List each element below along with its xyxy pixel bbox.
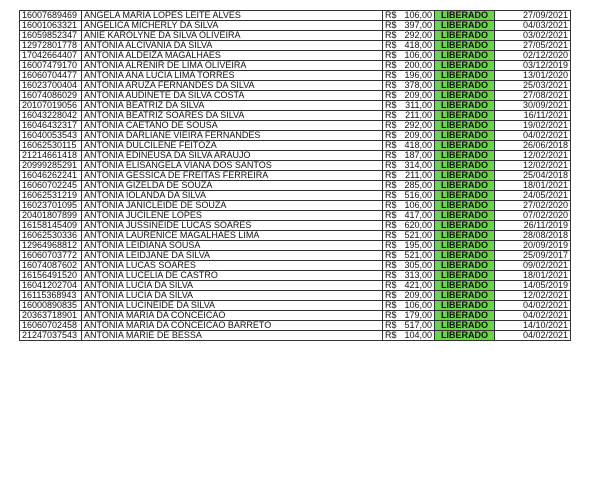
currency-symbol: R$ (385, 40, 397, 50)
amount-cell (383, 191, 435, 201)
id-cell: 16007479170 (20, 61, 82, 71)
id-cell: 16158145409 (20, 221, 82, 231)
name-cell: ANTONIA MARIA DA CONCEICAO (82, 311, 383, 321)
amount-value: 313,00 (404, 270, 432, 280)
amount-value: 106,00 (404, 50, 432, 60)
name-cell: ANTONIA JANICLEIDE DE SOUZA (82, 201, 383, 211)
table-row (20, 211, 571, 221)
amount-cell (383, 321, 435, 331)
currency-symbol: R$ (385, 10, 397, 20)
id-cell: 12964968812 (20, 241, 82, 251)
name-cell: ANTONIA LUCINEIDE DA SILVA (82, 301, 383, 311)
table-row (20, 251, 571, 261)
amount-cell (383, 71, 435, 81)
table-row (20, 231, 571, 241)
amount-cell (383, 181, 435, 191)
amount-value: 378,00 (404, 80, 432, 90)
id-cell: 20999285291 (20, 161, 82, 171)
currency-symbol: R$ (385, 260, 397, 270)
status-badge: LIBERADO (435, 221, 495, 231)
currency-symbol: R$ (385, 310, 397, 320)
id-cell: 16074087602 (20, 261, 82, 271)
status-badge: LIBERADO (435, 311, 495, 321)
status-badge: LIBERADO (435, 41, 495, 51)
id-cell: 16023701095 (20, 201, 82, 211)
table-row (20, 331, 571, 341)
id-cell: 12972801778 (20, 41, 82, 51)
status-badge: LIBERADO (435, 261, 495, 271)
table-row (20, 161, 571, 171)
id-cell: 17042664407 (20, 51, 82, 61)
date-cell: 12/02/2021 (495, 291, 571, 301)
amount-cell (383, 41, 435, 51)
id-cell: 16043228042 (20, 111, 82, 121)
date-cell: 16/11/2021 (495, 111, 571, 121)
table-body (20, 11, 571, 341)
status-badge: LIBERADO (435, 11, 495, 21)
status-badge: LIBERADO (435, 321, 495, 331)
table-row (20, 291, 571, 301)
id-cell: 16060702458 (20, 321, 82, 331)
amount-cell (383, 141, 435, 151)
name-cell: ANTONIA CAETANO DE SOUSA (82, 121, 383, 131)
date-cell: 04/02/2021 (495, 311, 571, 321)
status-badge: LIBERADO (435, 51, 495, 61)
status-badge: LIBERADO (435, 61, 495, 71)
date-cell: 14/10/2021 (495, 321, 571, 331)
table-row (20, 41, 571, 51)
amount-cell (383, 31, 435, 41)
id-cell: 16040053543 (20, 131, 82, 141)
amount-cell (383, 161, 435, 171)
name-cell: ANTONIA MARIE DE BESSA (82, 331, 383, 341)
name-cell: ANTONIA AUDINETE DA SILVA COSTA (82, 91, 383, 101)
status-badge: LIBERADO (435, 211, 495, 221)
table-row (20, 71, 571, 81)
amount-value: 179,00 (404, 310, 432, 320)
id-cell: 16062530336 (20, 231, 82, 241)
id-cell: 21247037543 (20, 331, 82, 341)
id-cell: 20107019056 (20, 101, 82, 111)
date-cell: 12/02/2021 (495, 151, 571, 161)
table-row (20, 11, 571, 21)
date-cell: 30/09/2021 (495, 101, 571, 111)
amount-cell (383, 101, 435, 111)
name-cell: ANTONIA ANA LUCIA LIMA TORRES (82, 71, 383, 81)
amount-cell (383, 91, 435, 101)
name-cell: ANGELA MARIA LOPES LEITE ALVES (82, 11, 383, 21)
table-row (20, 321, 571, 331)
name-cell: ANTONIA ALCIVANIA DA SILVA (82, 41, 383, 51)
name-cell: ANTONIA MARIA DA CONCEICAO BARRETO (82, 321, 383, 331)
amount-cell (383, 311, 435, 321)
date-cell: 07/02/2020 (495, 211, 571, 221)
currency-symbol: R$ (385, 80, 397, 90)
amount-value: 106,00 (404, 200, 432, 210)
currency-symbol: R$ (385, 110, 397, 120)
currency-symbol: R$ (385, 20, 397, 30)
name-cell: ANTONIA ELISANGELA VIANA DOS SANTOS (82, 161, 383, 171)
id-cell: 20401807899 (20, 211, 82, 221)
amount-cell (383, 281, 435, 291)
amount-cell (383, 121, 435, 131)
amount-value: 211,00 (405, 170, 432, 180)
currency-symbol: R$ (385, 50, 397, 60)
currency-symbol: R$ (385, 90, 397, 100)
name-cell: ANTONIA EDINEUSA DA SILVA ARAUJO (82, 151, 383, 161)
amount-cell (383, 271, 435, 281)
table-row (20, 311, 571, 321)
status-badge: LIBERADO (435, 121, 495, 131)
beneficiary-table (19, 10, 571, 341)
currency-symbol: R$ (385, 190, 397, 200)
amount-value: 292,00 (404, 120, 432, 130)
status-badge: LIBERADO (435, 201, 495, 211)
date-cell: 19/02/2021 (495, 121, 571, 131)
date-cell: 25/09/2017 (495, 251, 571, 261)
status-badge: LIBERADO (435, 191, 495, 201)
amount-cell (383, 131, 435, 141)
amount-value: 211,00 (405, 110, 432, 120)
amount-value: 305,00 (404, 260, 432, 270)
currency-symbol: R$ (385, 320, 397, 330)
status-badge: LIBERADO (435, 31, 495, 41)
date-cell: 03/12/2019 (495, 61, 571, 71)
table-row (20, 121, 571, 131)
date-cell: 24/05/2021 (495, 191, 571, 201)
status-badge: LIBERADO (435, 301, 495, 311)
amount-cell (383, 61, 435, 71)
currency-symbol: R$ (385, 250, 397, 260)
status-badge: LIBERADO (435, 161, 495, 171)
date-cell: 27/09/2021 (495, 11, 571, 21)
amount-value: 421,00 (404, 280, 432, 290)
table-row (20, 31, 571, 41)
table-row (20, 241, 571, 251)
date-cell: 14/05/2019 (495, 281, 571, 291)
table-row (20, 21, 571, 31)
date-cell: 25/04/2018 (495, 171, 571, 181)
amount-cell (383, 201, 435, 211)
currency-symbol: R$ (385, 60, 397, 70)
date-cell: 20/09/2019 (495, 241, 571, 251)
name-cell: ANTONIA LAURENICE MAGALHAES LIMA (82, 231, 383, 241)
id-cell: 16000890835 (20, 301, 82, 311)
id-cell: 16156491520 (20, 271, 82, 281)
amount-value: 285,00 (404, 180, 432, 190)
id-cell: 16062530115 (20, 141, 82, 151)
date-cell: 04/03/2021 (495, 21, 571, 31)
name-cell: ANTONIA BEATRIZ DA SILVA (82, 101, 383, 111)
date-cell: 18/01/2021 (495, 271, 571, 281)
table-row (20, 201, 571, 211)
amount-value: 200,00 (404, 60, 432, 70)
name-cell: ANTONIA IOLANDA DA SILVA (82, 191, 383, 201)
id-cell: 16041202704 (20, 281, 82, 291)
date-cell: 02/12/2020 (495, 51, 571, 61)
status-badge: LIBERADO (435, 81, 495, 91)
name-cell: ANTONIA GIZELDA DE SOUZA (82, 181, 383, 191)
table-row (20, 191, 571, 201)
amount-value: 209,00 (404, 130, 432, 140)
table-row (20, 81, 571, 91)
name-cell: ANTONIA ARUZA FERNANDES DA SILVA (82, 81, 383, 91)
table-row (20, 181, 571, 191)
table-row (20, 261, 571, 271)
date-cell: 27/08/2021 (495, 91, 571, 101)
name-cell: ANTONIA LUCIA DA SILVA (82, 281, 383, 291)
id-cell: 16074086029 (20, 91, 82, 101)
amount-cell (383, 251, 435, 261)
amount-value: 311,00 (405, 100, 432, 110)
currency-symbol: R$ (385, 160, 397, 170)
currency-symbol: R$ (385, 300, 397, 310)
currency-symbol: R$ (385, 280, 397, 290)
name-cell: ANTONIA LUCAS SOARES (82, 261, 383, 271)
name-cell: ANTONIA BEATRIZ SOARES DA SILVA (82, 111, 383, 121)
date-cell: 25/03/2021 (495, 81, 571, 91)
id-cell: 16001063321 (20, 21, 82, 31)
currency-symbol: R$ (385, 100, 397, 110)
status-badge: LIBERADO (435, 71, 495, 81)
id-cell: 16060704477 (20, 71, 82, 81)
date-cell: 28/08/2018 (495, 231, 571, 241)
currency-symbol: R$ (385, 210, 397, 220)
name-cell: ANTONIA JUCILENE LOPES (82, 211, 383, 221)
status-badge: LIBERADO (435, 181, 495, 191)
amount-cell (383, 331, 435, 341)
amount-value: 292,00 (404, 30, 432, 40)
id-cell: 16007689469 (20, 11, 82, 21)
amount-cell (383, 221, 435, 231)
amount-value: 418,00 (404, 140, 432, 150)
amount-cell (383, 21, 435, 31)
name-cell: ANTONIA DARLIANE VIEIRA FERNANDES (82, 131, 383, 141)
currency-symbol: R$ (385, 240, 397, 250)
amount-cell (383, 301, 435, 311)
amount-cell (383, 231, 435, 241)
id-cell: 16046432317 (20, 121, 82, 131)
currency-symbol: R$ (385, 200, 397, 210)
currency-symbol: R$ (385, 140, 397, 150)
amount-cell (383, 151, 435, 161)
status-badge: LIBERADO (435, 91, 495, 101)
id-cell: 16115368943 (20, 291, 82, 301)
amount-cell (383, 241, 435, 251)
id-cell: 16062531219 (20, 191, 82, 201)
currency-symbol: R$ (385, 70, 397, 80)
id-cell: 16060703772 (20, 251, 82, 261)
amount-cell (383, 261, 435, 271)
table-row (20, 111, 571, 121)
currency-symbol: R$ (385, 330, 397, 340)
status-badge: LIBERADO (435, 251, 495, 261)
status-badge: LIBERADO (435, 231, 495, 241)
amount-cell (383, 81, 435, 91)
amount-value: 418,00 (404, 40, 432, 50)
currency-symbol: R$ (385, 180, 397, 190)
table-row (20, 91, 571, 101)
amount-value: 106,00 (404, 300, 432, 310)
table-row (20, 101, 571, 111)
table-row (20, 171, 571, 181)
currency-symbol: R$ (385, 30, 397, 40)
amount-cell (383, 291, 435, 301)
currency-symbol: R$ (385, 120, 397, 130)
status-badge: LIBERADO (435, 171, 495, 181)
date-cell: 04/02/2021 (495, 301, 571, 311)
date-cell: 04/02/2021 (495, 131, 571, 141)
name-cell: ANTONIA LEIDIANA SOUSA (82, 241, 383, 251)
date-cell: 09/02/2021 (495, 261, 571, 271)
status-badge: LIBERADO (435, 331, 495, 341)
currency-symbol: R$ (385, 270, 397, 280)
amount-cell (383, 111, 435, 121)
name-cell: ANTONIA JUSSINEIDE LUCAS SOARES (82, 221, 383, 231)
amount-value: 314,00 (404, 160, 432, 170)
currency-symbol: R$ (385, 230, 397, 240)
id-cell: 16046262241 (20, 171, 82, 181)
amount-value: 517,00 (404, 320, 432, 330)
amount-value: 195,00 (404, 240, 432, 250)
date-cell: 12/02/2021 (495, 161, 571, 171)
amount-value: 620,00 (404, 220, 432, 230)
currency-symbol: R$ (385, 150, 397, 160)
amount-value: 106,00 (404, 10, 432, 20)
amount-value: 521,00 (404, 230, 432, 240)
amount-cell (383, 171, 435, 181)
name-cell: ANTONIA ALDEIZA MAGALHAES (82, 51, 383, 61)
status-badge: LIBERADO (435, 21, 495, 31)
id-cell: 16023700404 (20, 81, 82, 91)
date-cell: 27/02/2020 (495, 201, 571, 211)
table-row (20, 151, 571, 161)
date-cell: 27/05/2021 (495, 41, 571, 51)
id-cell: 16059852347 (20, 31, 82, 41)
status-badge: LIBERADO (435, 111, 495, 121)
date-cell: 03/02/2021 (495, 31, 571, 41)
amount-value: 516,00 (404, 190, 432, 200)
status-badge: LIBERADO (435, 101, 495, 111)
table-row (20, 221, 571, 231)
amount-cell (383, 51, 435, 61)
date-cell: 04/02/2021 (495, 331, 571, 341)
table-row (20, 141, 571, 151)
table-row (20, 271, 571, 281)
date-cell: 13/01/2020 (495, 71, 571, 81)
table-row (20, 281, 571, 291)
name-cell: ANIE KAROLYNE DA SILVA OLIVEIRA (82, 31, 383, 41)
amount-value: 209,00 (404, 290, 432, 300)
status-badge: LIBERADO (435, 151, 495, 161)
currency-symbol: R$ (385, 290, 397, 300)
id-cell: 20363718901 (20, 311, 82, 321)
name-cell: ANTONIA LUCELIA DE CASTRO (82, 271, 383, 281)
amount-value: 417,00 (404, 210, 432, 220)
name-cell: ANTONIA LUCIA DA SILVA (82, 291, 383, 301)
amount-value: 104,00 (404, 330, 432, 340)
status-badge: LIBERADO (435, 271, 495, 281)
status-badge: LIBERADO (435, 141, 495, 151)
name-cell: ANTONIA LEIDJANE DA SILVA (82, 251, 383, 261)
table-row (20, 301, 571, 311)
status-badge: LIBERADO (435, 241, 495, 251)
currency-symbol: R$ (385, 220, 397, 230)
amount-value: 187,00 (404, 150, 432, 160)
id-cell: 16060702245 (20, 181, 82, 191)
amount-value: 196,00 (404, 70, 432, 80)
id-cell: 21214661418 (20, 151, 82, 161)
amount-cell (383, 11, 435, 21)
name-cell: ANTONIA GESSICA DE FREITAS FERREIRA (82, 171, 383, 181)
amount-value: 209,00 (404, 90, 432, 100)
currency-symbol: R$ (385, 170, 397, 180)
amount-value: 521,00 (404, 250, 432, 260)
status-badge: LIBERADO (435, 131, 495, 141)
amount-cell (383, 211, 435, 221)
name-cell: ANGELICA MICHERLY DA SILVA (82, 21, 383, 31)
date-cell: 26/06/2018 (495, 141, 571, 151)
status-badge: LIBERADO (435, 291, 495, 301)
name-cell: ANTONIA ALRENIR DE LIMA OLIVEIRA (82, 61, 383, 71)
currency-symbol: R$ (385, 130, 397, 140)
name-cell: ANTONIA DULCILENE FEITOZA (82, 141, 383, 151)
date-cell: 18/01/2021 (495, 181, 571, 191)
date-cell: 26/11/2019 (495, 221, 571, 231)
table-row (20, 51, 571, 61)
table-row (20, 131, 571, 141)
amount-value: 397,00 (404, 20, 432, 30)
table-row (20, 61, 571, 71)
status-badge: LIBERADO (435, 281, 495, 291)
